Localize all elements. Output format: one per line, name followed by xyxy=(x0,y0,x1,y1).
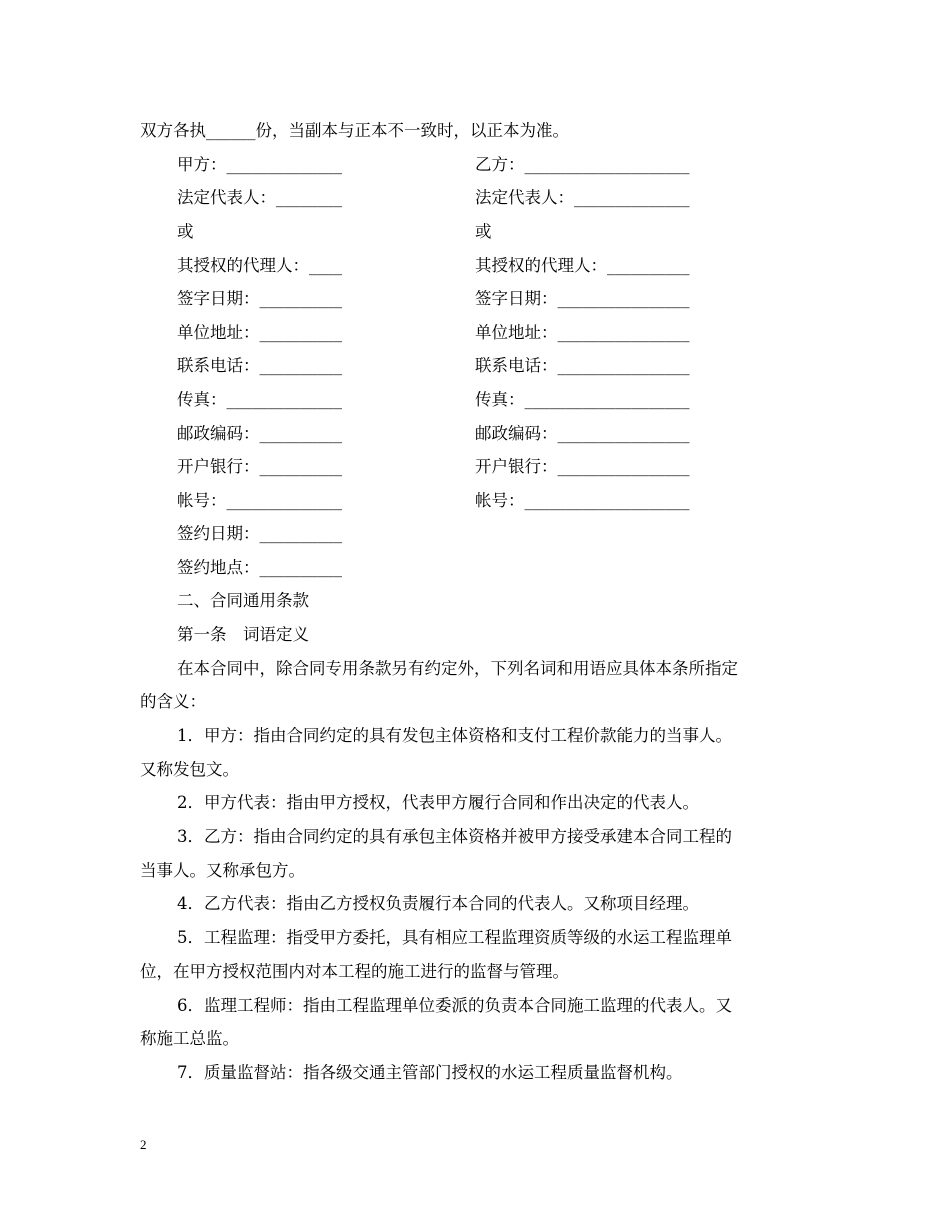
body-line: 当事人。又称承包方。 xyxy=(140,861,305,880)
right-field: 单位地址：________________ xyxy=(475,323,690,342)
body-line: 又称发包文。 xyxy=(140,760,239,779)
left-field: 签约日期：__________ xyxy=(177,524,342,543)
body-line: 7．质量监督站：指各级交通主管部门授权的水运工程质量监督机构。 xyxy=(177,1063,683,1082)
left-field: 开户银行：__________ xyxy=(177,457,342,476)
left-field: 邮政编码：__________ xyxy=(177,424,342,443)
body-line: 位，在甲方授权范围内对本工程的施工进行的监督与管理。 xyxy=(140,962,569,981)
body-line: 的含义： xyxy=(140,692,206,711)
left-field: 法定代表人：________ xyxy=(177,188,342,207)
body-line: 称施工总监。 xyxy=(140,1029,239,1048)
right-field: 开户银行：________________ xyxy=(475,457,690,476)
left-field: 单位地址：__________ xyxy=(177,323,342,342)
body-line: 5．工程监理：指受甲方委托，具有相应工程监理资质等级的水运工程监理单 xyxy=(177,928,732,947)
left-field: 签字日期：__________ xyxy=(177,289,342,308)
right-field: 或 xyxy=(475,222,492,241)
left-field: 或 xyxy=(177,222,194,241)
left-field: 签约地点：__________ xyxy=(177,558,342,577)
right-field: 联系电话：________________ xyxy=(475,356,690,375)
body-line: 4．乙方代表：指由乙方授权负责履行本合同的代表人。又称项目经理。 xyxy=(177,894,699,913)
left-field: 传真：______________ xyxy=(177,390,342,409)
page-number: 2 xyxy=(140,1137,147,1152)
right-field: 邮政编码：________________ xyxy=(475,424,690,443)
article-heading: 第一条 词语定义 xyxy=(177,625,309,644)
intro-line: 双方各执______份，当副本与正本不一致时，以正本为准。 xyxy=(140,121,569,140)
body-line: 1．甲方：指由合同约定的具有发包主体资格和支付工程价款能力的当事人。 xyxy=(177,726,732,745)
body-line: 3．乙方：指由合同约定的具有承包主体资格并被甲方接受承建本合同工程的 xyxy=(177,827,732,846)
right-field: 传真：____________________ xyxy=(475,390,690,409)
body-line: 2．甲方代表：指由甲方授权，代表甲方履行合同和作出决定的代表人。 xyxy=(177,793,699,812)
right-field: 帐号：____________________ xyxy=(475,491,690,510)
left-field: 帐号：______________ xyxy=(177,491,342,510)
left-field: 甲方：______________ xyxy=(177,155,342,174)
right-field: 乙方：____________________ xyxy=(475,155,690,174)
section-heading: 二、合同通用条款 xyxy=(177,591,309,610)
right-field: 其授权的代理人：__________ xyxy=(475,256,690,275)
right-field: 签字日期：________________ xyxy=(475,289,690,308)
left-field: 其授权的代理人：____ xyxy=(177,256,342,275)
body-line: 6．监理工程师：指由工程监理单位委派的负责本合同施工监理的代表人。又 xyxy=(177,996,732,1015)
body-line: 在本合同中，除合同专用条款另有约定外，下列名词和用语应具体本条所指定 xyxy=(177,659,738,678)
left-field: 联系电话：__________ xyxy=(177,356,342,375)
right-field: 法定代表人：______________ xyxy=(475,188,690,207)
